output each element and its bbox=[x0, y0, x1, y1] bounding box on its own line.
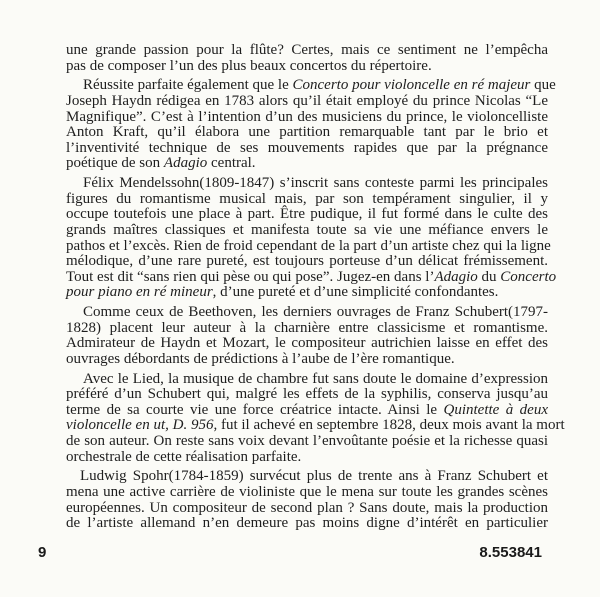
text-line bbox=[66, 268, 557, 286]
text-segment: Félix Mendelssohn(1809-1847) s’inscrit sans conteste parmi les principales bbox=[83, 175, 548, 192]
text-line bbox=[66, 94, 548, 110]
text-line bbox=[66, 321, 548, 337]
page-number: 9 bbox=[38, 544, 47, 561]
text-line bbox=[66, 434, 548, 450]
text-segment: de l’artiste allemand n’en demeure pas moins digne d’intérêt en particulier bbox=[66, 515, 548, 532]
text-segment: que bbox=[530, 77, 556, 94]
text-segment: européennes. Un compositeur de second plan ? Sans doute, mais la production bbox=[66, 499, 548, 516]
text-segment: central. bbox=[207, 155, 256, 172]
text-segment: l’inventivité technique de ses mouvements rapides que par la prégnance bbox=[66, 139, 548, 156]
text-line bbox=[66, 192, 548, 208]
italic-title: Concerto pour violoncelle en ré majeur bbox=[292, 77, 531, 94]
text-segment: orchestrale de cette réalisation parfaite. bbox=[66, 448, 302, 465]
text-segment: Anton Kraft, qu’il élabora une partition remarquable tant par le brio et bbox=[66, 124, 548, 141]
text-line bbox=[66, 372, 548, 388]
text-line bbox=[66, 77, 556, 94]
text-line bbox=[66, 305, 548, 321]
body-text bbox=[66, 42, 565, 536]
text-segment: Ludwig Spohr(1784-1859) survécut plus de trente ans à Franz Schubert et bbox=[80, 468, 548, 485]
text-line bbox=[66, 156, 548, 172]
text-line bbox=[66, 43, 548, 59]
catalogue-number: 8.553841 bbox=[479, 544, 542, 561]
text-line bbox=[66, 207, 548, 223]
text-line bbox=[66, 336, 548, 352]
text-line bbox=[66, 125, 548, 141]
text-line bbox=[66, 285, 548, 301]
text-line bbox=[66, 352, 548, 368]
paragraph bbox=[66, 469, 548, 531]
text-segment: , fut il achevé en septembre 1828, deux mois avant la mort bbox=[213, 417, 565, 434]
italic-title: violoncelle en ut, D. 956 bbox=[66, 417, 214, 434]
text-segment: terme de sa courte vie une force créatrice intacte. Ainsi le bbox=[66, 401, 444, 418]
italic-title: Quintette à deux bbox=[443, 401, 548, 418]
text-line bbox=[66, 237, 551, 255]
text-segment: , d’une pureté et d’une simplicité confondantes. bbox=[212, 284, 499, 301]
text-line bbox=[66, 387, 548, 403]
text-segment: mena une active carrière de violiniste que le mena sur toute les grandes scènes bbox=[66, 483, 548, 500]
paragraph bbox=[66, 43, 548, 74]
text-segment: Comme ceux de Beethoven, les derniers ouvrages de Franz Schubert(1797- bbox=[83, 304, 548, 321]
text-line bbox=[66, 485, 548, 501]
text-segment: poétique de son bbox=[66, 155, 164, 172]
text-line bbox=[66, 403, 548, 419]
italic-title: Concerto bbox=[500, 268, 557, 285]
text-segment: Joseph Haydn rédigea en 1783 alors qu’il était employé du prince Nicolas “Le bbox=[66, 92, 548, 109]
text-segment: grands maîtres classiques et manifesta toute sa vie une méfiance envers le bbox=[66, 221, 548, 238]
text-line bbox=[66, 469, 548, 485]
text-line bbox=[66, 176, 548, 192]
text-segment: Réussite parfaite également que le bbox=[83, 77, 293, 94]
paragraph bbox=[66, 77, 556, 172]
text-segment: mélodique, d’une rare pureté, est toujours porteuse d’un délicat frémissement. bbox=[66, 253, 548, 270]
paragraph bbox=[66, 305, 548, 367]
text-line bbox=[66, 501, 548, 517]
text-segment: Tout est dit “sans rien qui pèse ou qui pose”. Jugez-en dans l’ bbox=[66, 268, 435, 285]
text-line bbox=[66, 516, 548, 532]
text-segment: Admirateur de Haydn et Mozart, le compositeur autrichien laisse en effet des bbox=[66, 335, 548, 352]
text-segment: 1828) placent leur auteur à la charnière entre classicisme et romantisme. bbox=[66, 319, 548, 336]
italic-title: Adagio bbox=[163, 155, 208, 172]
text-line bbox=[66, 59, 548, 75]
text-line bbox=[66, 223, 548, 239]
italic-title: Adagio bbox=[434, 268, 478, 285]
text-segment: de son auteur. On reste sans voix devant l’envoûtante poésie et la richesse quasi bbox=[66, 433, 548, 449]
text-line bbox=[66, 110, 548, 126]
text-segment: pas de composer l’un des plus beaux concertos du répertoire. bbox=[66, 57, 432, 74]
paragraph bbox=[66, 175, 557, 301]
text-segment: Magnifique”. C’est à l’intention d’un des musiciens du prince, le violoncelliste bbox=[66, 108, 548, 125]
text-segment: pathos et l’excès. Rien de froid cependant de la part d’un artiste chez qui la ligne bbox=[66, 237, 551, 254]
text-segment: préféré d’un Schubert qui, malgré les effets de la syphilis, conserva jusqu’au bbox=[66, 386, 548, 403]
text-line bbox=[66, 254, 548, 270]
text-segment: Avec le Lied, la musique de chambre fut sans doute le domaine d’expression bbox=[83, 370, 548, 387]
text-segment: occupe toutefois une place à part. Être pudique, il fut formé dans le culte des bbox=[66, 206, 548, 223]
italic-title: pour piano en ré mineur bbox=[66, 284, 213, 301]
text-line bbox=[66, 141, 548, 157]
text-segment: ouvrages débordants de prédictions à l’aube de l’ère romantique. bbox=[66, 350, 455, 367]
text-segment: une grande passion pour la flûte? Certes, mais ce sentiment ne l’empêcha bbox=[66, 42, 548, 58]
text-segment: figures du romantisme musical mais, par son tempérament singulier, il y bbox=[66, 190, 548, 207]
text-line bbox=[66, 417, 565, 434]
text-line bbox=[66, 450, 548, 466]
paragraph bbox=[66, 370, 565, 466]
text-segment: du bbox=[477, 268, 501, 285]
